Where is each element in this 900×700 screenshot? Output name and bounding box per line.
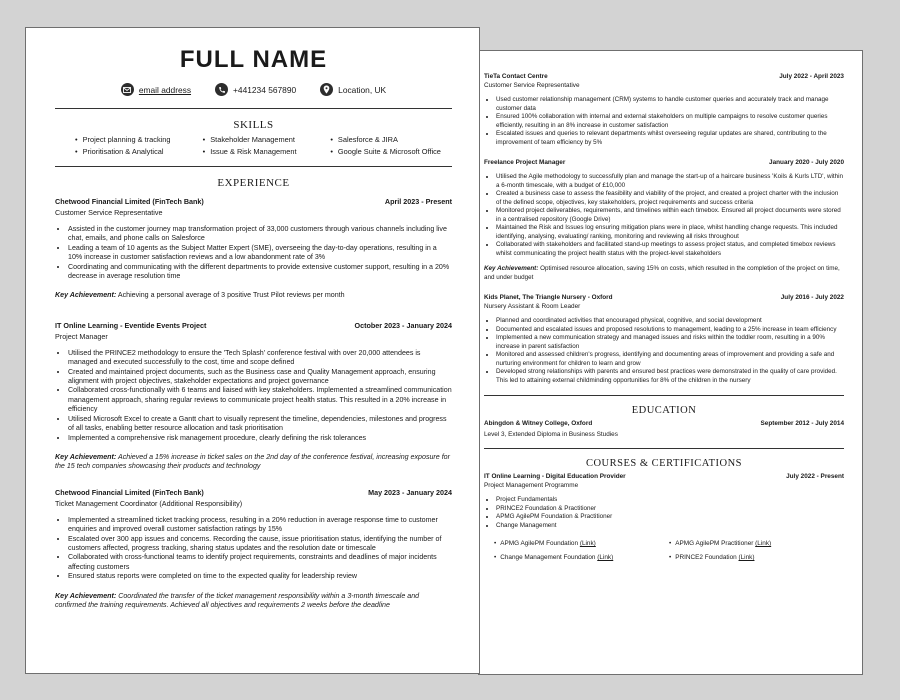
full-name: FULL NAME: [179, 46, 328, 73]
job-role: Project Manager: [55, 331, 108, 341]
job-bullet: • Utilised the Agile methodology to successfully plan and manage the start-up of a haircare business 'Koils & Kurls LTD', within a 6-month timescale, with a budget of £10,000: [496, 173, 844, 190]
course-item: • Project Fundamentals: [496, 496, 844, 505]
job-bullet: • Coordinating and communicating with the different departments to provide extensive customer support, resulting in a 20% decrease in average resolution time: [68, 263, 452, 282]
contact-phone: [215, 83, 296, 96]
job-bullet: • Ensured 100% collaboration with internal and external stakeholders on multiple campaigns to resolve customer queries efficiently, resulting in an 8% increase in customer satisfaction: [496, 113, 844, 130]
phone-text: +441234 567890: [233, 84, 297, 95]
job-role: Customer Service Representative: [484, 82, 580, 89]
skill-item: • Salesforce & JIRA: [330, 135, 452, 144]
skill-item: • Prioritisation & Analytical: [75, 147, 197, 156]
cert-item: • Change Management Foundation (Link): [494, 554, 669, 561]
job-eventide: [55, 321, 452, 472]
skill-item: • Google Suite & Microsoft Office: [330, 147, 452, 156]
job-bullet: • Utilised Microsoft Excel to create a Gantt chart to visually represent the timeline, dependencies, milestones and progress of all tasks, enabling better resource allocation and task prioritisation: [68, 415, 452, 434]
location-pin-icon: [320, 83, 333, 96]
job-bullet: • Ensured status reports were completed on time to the expected quality for leadership review: [68, 572, 452, 581]
key-achievement-label: Key Achievement:: [55, 452, 117, 461]
job-company: Chetwood Financial Limited (FinTech Bank): [55, 487, 204, 497]
cert-item: • PRINCE2 Foundation (Link): [669, 554, 844, 561]
key-achievement-text: Optimised resource allocation, saving 15% on costs, which resulted in the completion of the project on time, and under budget: [484, 265, 840, 281]
education-dates: September 2012 - July 2014: [760, 420, 844, 428]
courses-programme: Project Management Programme: [484, 482, 579, 490]
key-achievement-label: Key Achievement:: [55, 591, 117, 600]
courses-title: COURSES & CERTIFICATIONS: [585, 458, 743, 470]
divider: [55, 108, 452, 109]
certification-links: [484, 540, 844, 561]
job-role: Ticket Management Coordinator (Additional Responsibility): [55, 498, 243, 508]
phone-icon: [215, 83, 228, 96]
courses-dates: July 2022 - Present: [786, 473, 844, 481]
skill-item: • Issue & Risk Management: [203, 147, 325, 156]
email-link[interactable]: email address: [138, 84, 192, 95]
contact-location: [320, 83, 386, 96]
job-bullet: • Leading a team of 10 agents as the Subject Matter Expert (SME), overseeing the day-to-day operations, resulting in a 10% increase in customer satisfaction reviews and a low abandonment rate of 3%: [68, 244, 452, 263]
job-freelance: [484, 159, 844, 282]
job-bullet: • Utilised the PRINCE2 methodology to ensure the 'Tech Splash' conference festival with over 20,000 attendees is managed and executed successfully to the cost, time and scope defined: [68, 349, 452, 368]
job-dates: April 2023 - Present: [384, 197, 452, 206]
job-bullet: • Planned and coordinated activities that encouraged physical, cognitive, and social development: [496, 317, 844, 326]
course-item: • APMG AgilePM Foundation & Practitioner: [496, 513, 844, 522]
experience-title: EXPERIENCE: [217, 177, 290, 189]
job-company: IT Online Learning - Eventide Events Project: [55, 320, 207, 330]
courses-provider: IT Online Learning - Digital Education Provider: [484, 473, 626, 481]
key-achievement-label: Key Achievement:: [484, 265, 539, 272]
courses-header: [484, 473, 844, 480]
job-bullet: • Collaborated with cross-functional teams to identify project requirements, constraints and deadlines of major incidents affecting customers: [68, 553, 452, 572]
divider: [484, 448, 844, 449]
job-company: TieTa Contact Centre: [484, 73, 548, 80]
job-bullet: • Developed strong relationships with parents and ensured best practices were demonstrated in the quality of care provided. This led to attaining external childminding opportunities for 8% of the children in the nursery: [496, 368, 844, 385]
education-title: EDUCATION: [631, 405, 697, 417]
cert-link[interactable]: (Link): [738, 554, 755, 562]
job-dates: October 2023 - January 2024: [354, 320, 452, 330]
job-dates: July 2016 - July 2022: [780, 294, 844, 302]
key-achievement: [55, 291, 452, 300]
job-tieta: [484, 73, 844, 147]
job-bullet: • Implemented a streamlined ticket tracking process, resulting in a 20% reduction in average response time to customer enquiries and improved overall customer satisfaction ratings by 15%: [68, 516, 452, 535]
cert-link[interactable]: (Link): [597, 554, 614, 562]
job-bullet: • Escalated over 300 app issues and concerns. Recording the cause, issue prioritisation status, identifying the number of customers affected, progress tracking, sharing status updates and the resolution date or timescale: [68, 535, 452, 554]
job-bullet: • Created and maintained project documents, such as the Business case and Quality Management approach, ensuring alignment with project objectives, stakeholder expectations and project governance: [68, 368, 452, 387]
skill-item: • Stakeholder Management: [203, 135, 325, 144]
resume-page-2: [478, 50, 863, 675]
job-bullet: • Implemented a comprehensive risk management procedure, clearly defining the risk tolerances: [68, 434, 452, 443]
job-dates: July 2022 - April 2023: [779, 73, 844, 80]
key-achievement: [55, 592, 452, 611]
job-chetwood-ticket: [55, 488, 452, 611]
job-company: Freelance Project Manager: [484, 159, 566, 166]
cert-link[interactable]: (Link): [755, 540, 772, 548]
job-bullet: • Created a business case to assess the feasibility and viability of the project, and created a project charter with the inclusion of the defined scope, objectives, key stakeholders, project requirements and success criteria: [496, 190, 844, 207]
job-bullet: • Monitored and assessed children's progress, identifying and documenting areas of improvement and providing a safe and nurturing environment for children to learn and grow: [496, 351, 844, 368]
key-achievement: [55, 453, 452, 472]
job-bullet: • Monitored project deliverables, requirements, and timelines within each timebox. Ensured all project documents were stored in a centralised repository (Google Drive): [496, 207, 844, 224]
job-company: Kids Planet, The Triangle Nursery - Oxford: [484, 294, 613, 302]
divider: [55, 166, 452, 167]
job-chetwood-csr: [55, 197, 452, 301]
skill-item: • Project planning & tracking: [75, 135, 197, 144]
cert-link[interactable]: (Link): [579, 540, 596, 548]
skills-grid: [55, 135, 452, 156]
education-detail: Level 3, Extended Diploma in Business Studies: [484, 431, 618, 439]
course-item: • Change Management: [496, 522, 844, 531]
job-bullet: • Implemented a new communication strategy and managed issues and risks within the toddler room, resulting in a 90% increase in parent satisfaction: [496, 334, 844, 351]
skills-title: SKILLS: [233, 119, 274, 131]
job-company: Chetwood Financial Limited (FinTech Bank): [55, 197, 204, 206]
contact-row: [55, 83, 452, 96]
education-header: [484, 420, 844, 427]
key-achievement: [484, 265, 844, 282]
job-bullet: • Escalated issues and queries to relevant departments whilst overseeing regular updates are shared, contributing to the improvement of team efficiency by 5%: [496, 130, 844, 147]
key-achievement-text: Achieving a personal average of 3 positive Trust Pilot reviews per month: [117, 291, 345, 300]
job-bullet: • Collaborated cross-functionally with 6 teams and liaised with key stakeholders. Implemented a streamlined communication management approach, sharing regular reviews to communicate project health status. This resulted in a 20% increase in efficiency: [68, 386, 452, 414]
job-kids-planet: [484, 294, 844, 385]
divider: [484, 395, 844, 396]
cert-item: • APMG AgilePM Practitioner (Link): [669, 540, 844, 547]
job-dates: January 2020 - July 2020: [769, 159, 844, 166]
mail-icon: [121, 83, 134, 96]
job-bullet: • Documented and escalated issues and proposed resolutions to management, leading to a 25% increase in team efficiency: [496, 326, 844, 335]
contact-email[interactable]: [121, 83, 191, 96]
job-dates: May 2023 - January 2024: [368, 487, 452, 497]
job-role: Nursery Assistant & Room Leader: [484, 303, 581, 311]
job-role: Customer Service Representative: [55, 208, 163, 217]
cert-item: • APMG AgilePM Foundation (Link): [494, 540, 669, 547]
education-school: Abingdon & Witney College, Oxford: [484, 420, 593, 428]
job-bullet: • Used customer relationship management (CRM) systems to handle customer queries and accurately track and manage customer data: [496, 96, 844, 113]
resume-page-1: [25, 27, 480, 674]
job-bullet: • Assisted in the customer journey map transformation project of 33,000 customers through various channels including live chat, emails, and phone calls on Salesforce: [68, 225, 452, 244]
job-bullet: • Collaborated with stakeholders and facilitated stand-up meetings to assess project status, and completed timebox reviews whilst communicating the project health status with the project-level stakeholders: [496, 241, 844, 258]
key-achievement-label: Key Achievement:: [55, 291, 117, 300]
key-achievement-text: Coordinated the transfer of the ticket management responsibility within a 3-month timescale and confirmed the training requirements. Achieved all objectives and requirements 2 weeks before the deadline: [55, 591, 420, 609]
course-item: • PRINCE2 Foundation & Practitioner: [496, 505, 844, 514]
key-achievement-text: Achieved a 15% increase in ticket sales on the 2nd day of the conference festival, increasing exposure for the 15 tech companies showcasing their products and technology: [55, 452, 450, 471]
location-text: Location, UK: [338, 84, 387, 95]
job-bullet: • Maintained the Risk and Issues log ensuring mitigation plans were in place, whilst handling change requests. This included identifying, analysing, evaluating/ ranking, monitoring and reviewing all risks throughout: [496, 224, 844, 241]
